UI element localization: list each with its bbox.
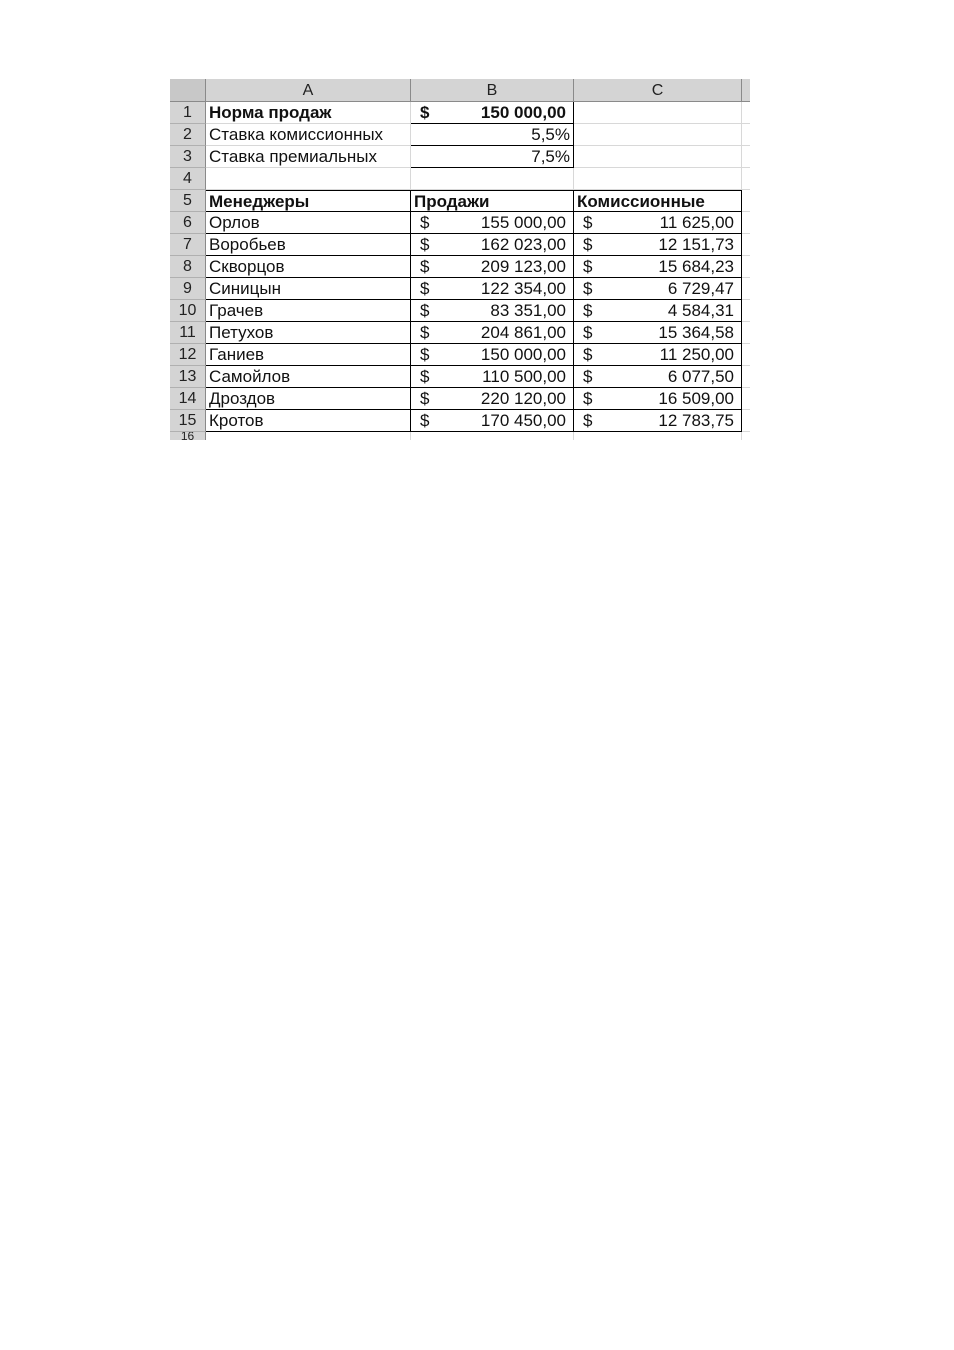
cell-rest <box>742 278 750 300</box>
sheet-row <box>170 366 750 388</box>
cell-commission[interactable] <box>574 234 742 256</box>
row-header[interactable]: 4 <box>170 168 206 190</box>
row-header[interactable]: 10 <box>170 300 206 322</box>
cell-rest <box>742 344 750 366</box>
sheet-row <box>170 278 750 300</box>
amount: 12 151,73 <box>658 235 734 254</box>
amount: 150 000,00 <box>480 345 566 364</box>
currency-symbol: $ <box>420 301 430 320</box>
sheet-row <box>170 410 750 432</box>
cell-rest <box>742 410 750 432</box>
cell-commission[interactable] <box>574 388 742 410</box>
cell-a1[interactable]: Норма продаж <box>206 102 411 124</box>
currency-symbol: $ <box>420 213 430 232</box>
row-header[interactable]: 5 <box>170 190 206 212</box>
currency-symbol: $ <box>420 367 430 386</box>
cell-sales[interactable] <box>411 388 574 410</box>
cell-commission[interactable] <box>574 256 742 278</box>
cell-rest <box>742 432 750 440</box>
cell-commission[interactable] <box>574 410 742 432</box>
cell-rest <box>742 168 750 190</box>
row-header[interactable]: 11 <box>170 322 206 344</box>
amount: 15 684,23 <box>658 257 734 276</box>
cell-c1[interactable] <box>574 102 742 124</box>
cell-sales[interactable] <box>411 410 574 432</box>
currency-symbol: $ <box>420 345 430 364</box>
amount: 220 120,00 <box>480 389 566 408</box>
sheet-row <box>170 212 750 234</box>
currency-symbol: $ <box>583 323 593 342</box>
cell-rest <box>742 146 750 168</box>
row-header[interactable]: 1 <box>170 102 206 124</box>
select-all-corner[interactable] <box>170 79 206 102</box>
cell-rest <box>742 300 750 322</box>
cell-sales[interactable] <box>411 278 574 300</box>
cell-c5[interactable]: Комиссионные <box>574 190 742 212</box>
currency-symbol: $ <box>583 213 593 232</box>
spreadsheet <box>170 79 750 441</box>
column-header-c[interactable]: C <box>574 79 742 102</box>
amount: 110 500,00 <box>482 367 566 386</box>
cell-manager[interactable]: Воробьев <box>206 234 411 256</box>
cell-rest <box>742 190 750 212</box>
cell-rest <box>742 234 750 256</box>
cell-a3[interactable]: Ставка премиальных <box>206 146 411 168</box>
cell-rest <box>742 124 750 146</box>
cell-b4[interactable] <box>411 168 574 190</box>
row-header[interactable]: 6 <box>170 212 206 234</box>
cell-manager[interactable]: Самойлов <box>206 366 411 388</box>
amount: 11 250,00 <box>659 345 734 364</box>
row-header[interactable]: 7 <box>170 234 206 256</box>
currency-symbol: $ <box>583 345 593 364</box>
cell-c16[interactable] <box>574 432 742 440</box>
row-header[interactable]: 3 <box>170 146 206 168</box>
currency-symbol: $ <box>420 235 430 254</box>
amount: 162 023,00 <box>480 235 566 254</box>
amount: 170 450,00 <box>480 411 566 430</box>
cell-a16[interactable] <box>206 432 411 440</box>
cell-manager[interactable]: Петухов <box>206 322 411 344</box>
sheet-row <box>170 124 750 146</box>
sheet-row <box>170 322 750 344</box>
cell-sales[interactable] <box>411 344 574 366</box>
cell-rest <box>742 388 750 410</box>
row-header[interactable]: 16 <box>170 432 206 440</box>
currency-symbol: $ <box>583 235 593 254</box>
row-header[interactable]: 13 <box>170 366 206 388</box>
cell-commission[interactable] <box>574 322 742 344</box>
amount: 6 729,47 <box>667 279 734 298</box>
amount: 204 861,00 <box>480 323 566 342</box>
sheet-row <box>170 234 750 256</box>
amount: 155 000,00 <box>480 213 566 232</box>
cell-manager[interactable]: Скворцов <box>206 256 411 278</box>
sheet-row <box>170 168 750 190</box>
cell-rest <box>742 366 750 388</box>
cell-a5[interactable]: Менеджеры <box>206 190 411 212</box>
cell-c4[interactable] <box>574 168 742 190</box>
cell-sales[interactable] <box>411 366 574 388</box>
amount: 209 123,00 <box>480 257 566 276</box>
row-header[interactable]: 14 <box>170 388 206 410</box>
currency-symbol: $ <box>583 301 593 320</box>
cell-rest <box>742 256 750 278</box>
cell-rest <box>742 212 750 234</box>
row-header[interactable]: 9 <box>170 278 206 300</box>
row-header[interactable]: 2 <box>170 124 206 146</box>
cell-manager[interactable]: Орлов <box>206 212 411 234</box>
sheet-row <box>170 256 750 278</box>
column-header-row <box>170 79 750 102</box>
cell-sales[interactable] <box>411 322 574 344</box>
cell-b2[interactable]: 5,5% <box>411 124 574 146</box>
currency-symbol: $ <box>420 411 430 430</box>
currency-symbol: $ <box>583 279 593 298</box>
row-header[interactable]: 12 <box>170 344 206 366</box>
sheet-rows <box>170 102 750 440</box>
amount: 83 351,00 <box>490 301 566 320</box>
cell-b3[interactable]: 7,5% <box>411 146 574 168</box>
cell-rest <box>742 322 750 344</box>
cell-c3[interactable] <box>574 146 742 168</box>
sheet-row <box>170 190 750 212</box>
cell-manager[interactable]: Кротов <box>206 410 411 432</box>
cell-sales[interactable] <box>411 234 574 256</box>
amount: 15 364,58 <box>658 323 734 342</box>
currency-symbol: $ <box>420 257 430 276</box>
sheet-row <box>170 344 750 366</box>
cell-c2[interactable] <box>574 124 742 146</box>
cell-a4[interactable] <box>206 168 411 190</box>
cell-manager[interactable]: Грачев <box>206 300 411 322</box>
currency-symbol: $ <box>583 257 593 276</box>
cell-b1[interactable] <box>411 102 574 124</box>
currency-symbol: $ <box>420 279 430 298</box>
amount: 122 354,00 <box>480 279 566 298</box>
amount: 4 584,31 <box>667 301 734 320</box>
column-header-a[interactable]: A <box>206 79 411 102</box>
cell-manager[interactable]: Ганиев <box>206 344 411 366</box>
currency-symbol: $ <box>420 103 430 122</box>
cell-b16[interactable] <box>411 432 574 440</box>
amount: 11 625,00 <box>659 213 734 232</box>
sheet-row <box>170 146 750 168</box>
sheet-row <box>170 300 750 322</box>
amount: 12 783,75 <box>658 411 734 430</box>
cell-rest <box>742 102 750 124</box>
cell-sales[interactable] <box>411 256 574 278</box>
cell-b5[interactable]: Продажи <box>411 190 574 212</box>
column-header-rest <box>742 79 750 102</box>
cell-commission[interactable] <box>574 344 742 366</box>
cell-commission[interactable] <box>574 300 742 322</box>
cell-sales[interactable] <box>411 212 574 234</box>
amount: 6 077,50 <box>667 367 734 386</box>
sheet-row <box>170 388 750 410</box>
currency-symbol: $ <box>420 389 430 408</box>
currency-symbol: $ <box>420 323 430 342</box>
currency-symbol: $ <box>583 389 593 408</box>
column-header-b[interactable]: B <box>411 79 574 102</box>
currency-symbol: $ <box>583 367 593 386</box>
cell-a2[interactable]: Ставка комиссионных <box>206 124 411 146</box>
cell-sales[interactable] <box>411 300 574 322</box>
cell-manager[interactable]: Синицын <box>206 278 411 300</box>
sheet-row <box>170 102 750 124</box>
cell-commission[interactable] <box>574 366 742 388</box>
currency-symbol: $ <box>583 411 593 430</box>
row-header[interactable]: 8 <box>170 256 206 278</box>
sheet-row <box>170 432 750 440</box>
cell-manager[interactable]: Дроздов <box>206 388 411 410</box>
cell-commission[interactable] <box>574 278 742 300</box>
cell-commission[interactable] <box>574 212 742 234</box>
amount: 150 000,00 <box>480 103 566 122</box>
amount: 16 509,00 <box>658 389 734 408</box>
row-header[interactable]: 15 <box>170 410 206 432</box>
